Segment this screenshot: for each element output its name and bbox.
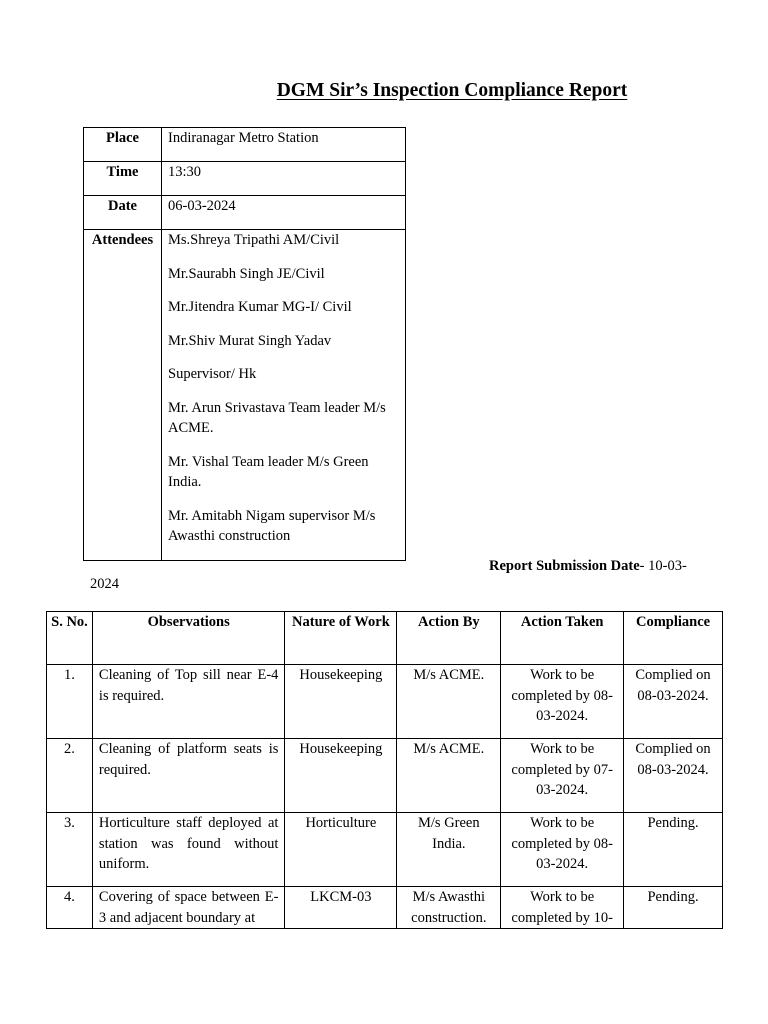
submission-value: - 10-03- <box>639 558 687 574</box>
report-title: DGM Sir’s Inspection Compliance Report <box>276 80 628 101</box>
nature-of-work: Housekeeping <box>285 665 397 739</box>
attendee: Mr. Amitabh Nigam supervisor M/s Awasthi construction <box>168 507 376 544</box>
nature-of-work: Housekeeping <box>285 739 397 813</box>
serial-number: 3. <box>47 813 93 887</box>
action-taken: Work to be completed by 08-03-2024. <box>501 813 624 887</box>
action-taken: Work to be completed by 07-03-2024. <box>501 739 624 813</box>
submission-year: 2024 <box>90 576 119 592</box>
place-label: Place <box>84 128 162 162</box>
time-value: 13:30 <box>162 162 406 196</box>
date-label: Date <box>84 196 162 230</box>
nature-of-work: Horticulture <box>285 813 397 887</box>
column-header: Action By <box>397 612 501 665</box>
place-value: Indiranagar Metro Station <box>162 128 406 162</box>
attendee: Mr. Arun Srivastava Team leader M/s ACME. <box>168 399 386 436</box>
column-header: Action Taken <box>501 612 624 665</box>
submission-date <box>489 558 709 575</box>
place-row <box>84 128 406 162</box>
serial-number: 2. <box>47 739 93 813</box>
submission-label: Report Submission Date <box>489 558 640 574</box>
table-row <box>47 739 723 813</box>
attendee: Ms.Shreya Tripathi AM/Civil <box>168 232 340 248</box>
observation-text: Cleaning of platform seats is required. <box>92 739 285 813</box>
attendees-label: Attendees <box>84 230 162 561</box>
time-row <box>84 162 406 196</box>
date-row <box>84 196 406 230</box>
date-value: 06-03-2024 <box>162 196 406 230</box>
column-header: Compliance <box>624 612 723 665</box>
serial-number: 1. <box>47 665 93 739</box>
observation-text: Cleaning of Top sill near E-4 is required. <box>92 665 285 739</box>
attendees-list <box>162 230 406 561</box>
table-row <box>47 887 723 929</box>
attendee: Mr.Shiv Murat Singh Yadav <box>168 332 332 349</box>
meeting-details-table <box>83 127 406 561</box>
action-by: M/s Awasthi construction. <box>397 887 501 929</box>
action-by: M/s ACME. <box>397 665 501 739</box>
attendee: Mr.Jitendra Kumar MG-I/ Civil <box>168 299 352 315</box>
compliance-status: Pending. <box>624 887 723 929</box>
table-header-row <box>47 612 723 665</box>
serial-number: 4. <box>47 887 93 929</box>
observation-text: Horticulture staff deployed at station was found without uniform. <box>92 813 285 887</box>
attendees-row <box>84 230 406 561</box>
compliance-status: Pending. <box>624 813 723 887</box>
table-row <box>47 813 723 887</box>
action-by: M/s ACME. <box>397 739 501 813</box>
action-taken: Work to be completed by 08-03-2024. <box>501 665 624 739</box>
compliance-status: Complied on 08-03-2024. <box>624 665 723 739</box>
column-header: S. No. <box>47 612 93 665</box>
attendee: Mr.Saurabh Singh JE/Civil <box>168 265 325 282</box>
time-label: Time <box>84 162 162 196</box>
table-row <box>47 665 723 739</box>
observation-text: Covering of space between E-3 and adjacent boundary at <box>92 887 285 929</box>
observations-table <box>46 611 723 929</box>
nature-of-work: LKCM-03 <box>285 887 397 929</box>
column-header: Nature of Work <box>285 612 397 665</box>
compliance-status: Complied on 08-03-2024. <box>624 739 723 813</box>
attendee: Supervisor/ Hk <box>168 366 257 382</box>
column-header: Observations <box>92 612 285 665</box>
action-taken: Work to be completed by 10- <box>501 887 624 929</box>
action-by: M/s Green India. <box>397 813 501 887</box>
attendee: Mr. Vishal Team leader M/s Green India. <box>168 453 369 490</box>
